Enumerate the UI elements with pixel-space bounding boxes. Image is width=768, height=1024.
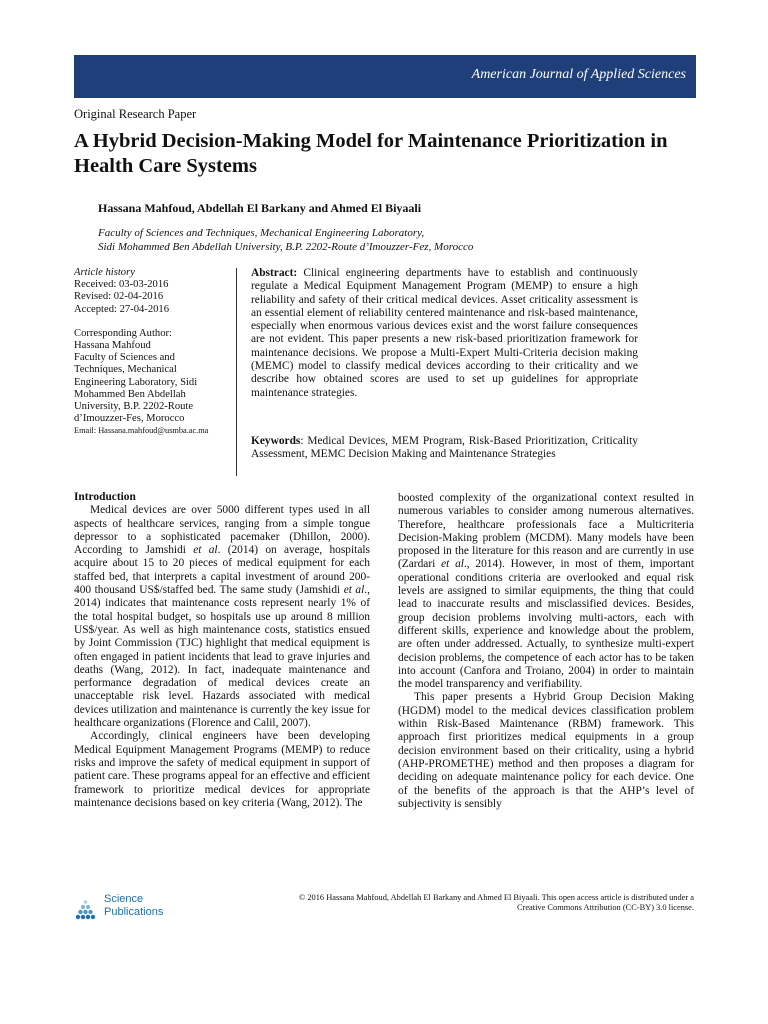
science-publications-logo [74,893,174,923]
publisher-name-line: Science [104,893,144,905]
received-date: Received: 03-03-2016 [74,279,169,291]
keywords-label: Keywords [251,435,301,447]
article-history-label: Article history [74,267,135,278]
paragraph-text: ., 2014) indicates that maintenance costs represent nearly 1% of the total hospital budget, so hospitals use up around 8 million US$/year. As well as high maintenance costs, statistics ensued by Joint Commission (TJC) highlight that medical equipment is often engaged in patient incidents that lead to grave injuries and deaths (Wang, 2012). In fact, inadequate maintenance and performance degradation of medical devices create an unacceptable risk level. Hazards associated with medical devices utilization and maintenance is currently the key issue for healthcare organizations (Florence and Calil, 2007). [74,584,370,730]
paper-title: A Hybrid Decision-Making Model for Maintenance Prioritization in Health Care Systems [74,130,668,177]
paragraph-text: ., 2014). However, in most of them, important operational conditions criteria are overlooked and equal risk levels are assigned to similar equipments, the thing that could lead to inaccurate results and misclassified devices. Besides, group decision problems involving multi-actors, each with different skills, experience and knowledge about the problem, are often under addressed. Actually, to synthesize multi-expert decision problems, the competence of each actor has to be taken into account (Canfora and Troiano, 2004) in order to maintain the model transparency and verifiability. [398,558,694,691]
paragraph: Accordingly, clinical engineers have been developing Medical Equipment Management Programs (MEMP) to reduce risks and improve the safety of medical equipment in support of patient care. These programs appeal for an effective and efficient framework to prioritize medical devices for appropriate maintenance decisions based on key criteria (Wang, 2012). The [74,730,371,809]
body-column-left [74,491,370,810]
journal-name: American Journal of Applied Sciences [471,67,686,82]
authors: Hassana Mahfoud, Abdellah El Barkany and Ahmed El Biyaali [98,201,422,215]
affiliation [98,226,473,254]
abstract-text: Clinical engineering departments have to establish and continuously regulate a Medical Equipment Management Program (MEMP) to ensure a high reliability and safety of their critical medical devices. Asset criticality assessment is an essential element of reliability centered maintenance and risk-based maintenance, especially when enormous various devices exist and the worst failure consequences are not evident. This paper presents a new risk-based prioritization framework for maintenance decisions. We propose a Multi-Expert Multi-Criteria decision making (MEMC) model to classify medical devices according to their criticality and we describe how obtained scores are used to set up guidelines for appropriate maintenance strategies. [251,267,638,399]
article-info-sidebar [74,267,234,438]
paragraph [74,504,370,730]
corresponding-author-line: University, B.P. 2202-Route [74,401,194,413]
keywords [251,435,638,462]
section-heading-introduction: Introduction [74,491,136,503]
citation-etal: et al [343,584,365,597]
publisher-name [104,893,163,918]
corresponding-author-line: Techniques, Mechanical [74,364,177,376]
keywords-text: : Medical Devices, MEM Program, Risk-Based Prioritization, Criticality Assessment, MEMC Decision Making and Maintenance Strategies [251,435,638,461]
corresponding-author-line: Mohammed Ben Abdellah [74,388,186,400]
corresponding-author-line: Hassana Mahfoud [74,340,151,352]
corresponding-author-line: Faculty of Sciences and [74,352,175,364]
paragraph: This paper presents a Hybrid Group Decision Making (HGDM) model to the medical devices classification problem within Risk-Based Maintenance (RBM) framework. This approach first prioritizes medical equipments in a group decision environment based on their criticality, using a hybrid (AHP-PROMETHE) method and then proposes a diagram for deciding on adequate maintenance policy for each device. One of the benefits of the approach is that the AHP’s level of subjectivity is sensibly [398,691,694,810]
publisher-name-line: Publications [104,905,164,918]
paper-type: Original Research Paper [74,107,197,121]
copyright-line: © 2016 Hassana Mahfoud, Abdellah El Barkany and Ahmed El Biyaali. This open access article is distributed under a [298,893,694,902]
corresponding-author-line: d’Imouzzer-Fes, Morocco [74,413,185,425]
journal-banner [74,55,696,98]
paragraph-text: boosted complexity of the organizational context resulted in numerous variables to consider among numerous alternatives. Therefore, healthcare professionals face a Multicriteria Decision-Making problem (MCDM). Many models have been proposed in the literature for this reason and are currently in use (Zardari [398,492,694,571]
author-email[interactable]: Email: Hassana.mahfoud@usmba.ac.ma [74,426,209,436]
citation-etal: et al [193,544,218,557]
corresponding-author-label: Corresponding Author: [74,327,172,339]
body-column-right [398,492,694,811]
license-line: Creative Commons Attribution (CC-BY) 3.0 license. [516,903,694,912]
citation-etal: et al [441,558,464,571]
abstract [251,267,638,400]
paragraph-text: . (2014) on average, hospitals acquire about 15 to 20 pieces of medical equipment for each staffed bed, that interprets a capital investment of around 200-400 thousand US$/staffed bed. The same study (Jamshidi [74,544,370,597]
accepted-date: Accepted: 27-04-2016 [74,303,170,315]
copyright-notice [254,893,694,913]
affiliation-line: Sidi Mohammed Ben Abdellah University, B.P. 2202-Route d’Imouzzer-Fez, Morocco [98,241,474,253]
corresponding-author-line: Engineering Laboratory, Sidi [74,376,198,388]
revised-date: Revised: 02-04-2016 [74,291,164,303]
abstract-label: Abstract: [251,267,298,279]
publisher-logo-icon [74,895,100,921]
paragraph-text: Medical devices are over 5000 different types used in all aspects of healthcare services, ranging from a simple tongue depressor to a sophisticated pacemaker (Dhillon, 2000). According to Jamshidi [74,504,370,557]
sidebar-divider [236,268,237,476]
paragraph [398,492,694,691]
affiliation-line: Faculty of Sciences and Techniques, Mechanical Engineering Laboratory, [98,227,425,239]
